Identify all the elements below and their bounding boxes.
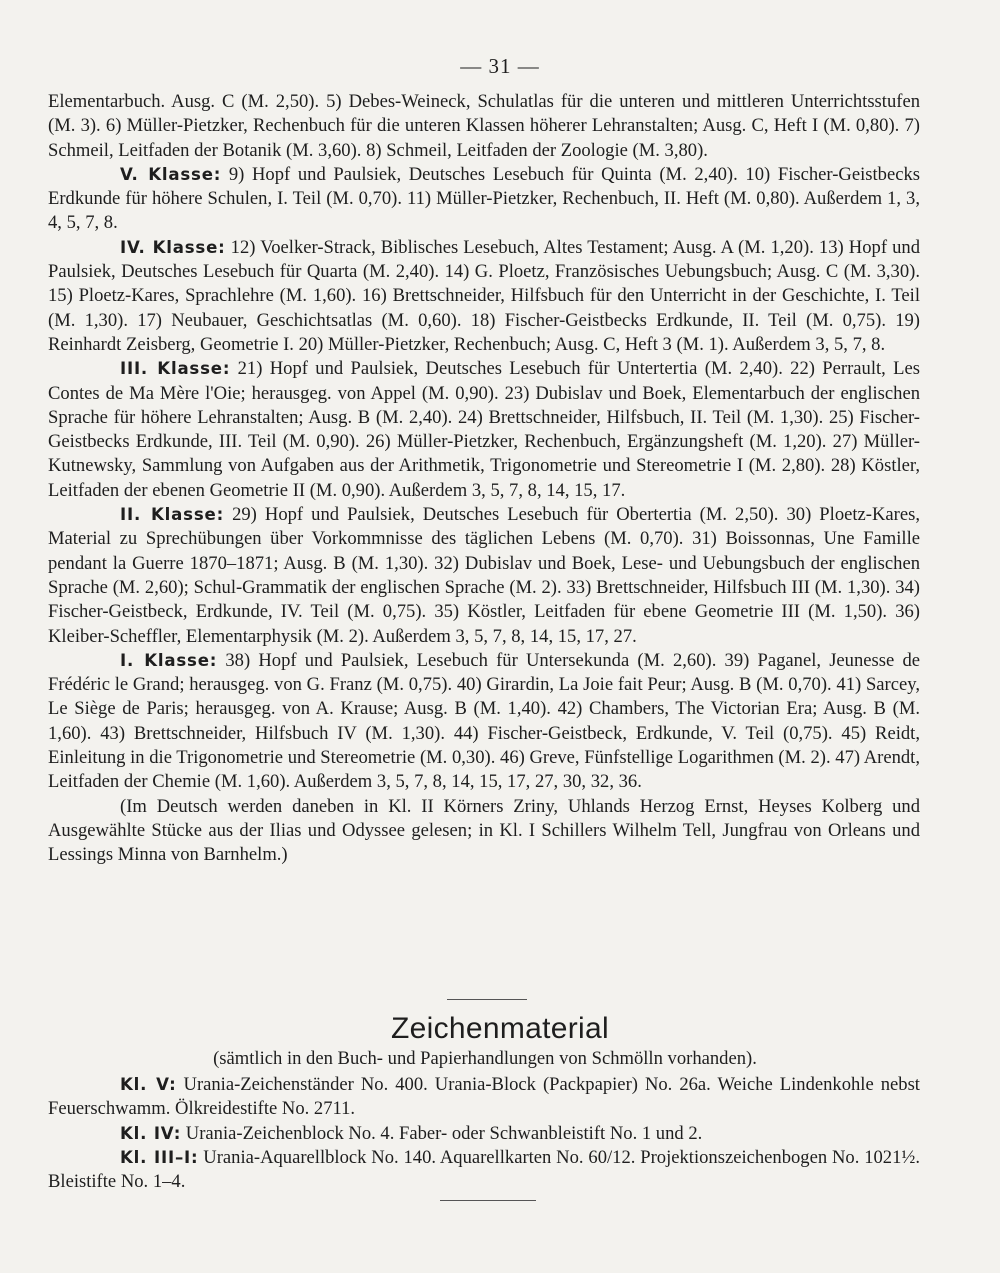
section-heading: V. Klasse: — [120, 164, 222, 184]
zeichenmaterial-title: Zeichenmaterial — [391, 1012, 609, 1045]
page-number: — 31 — — [460, 54, 540, 78]
zeichen-item-kl-v — [48, 1073, 920, 1122]
section-klasse-iv — [48, 236, 920, 357]
section-text: 38) Hopf und Paulsiek, Lesebuch für Untersekunda (M. 2,60). 39) Paganel, Jeunesse de Frédéric le Grand; herausgeg. von G. Franz (M. 0,75). 40) Girardin, La Joie fait Peur; Ausg. B (M. 0,70). 41) Sarcey, Le Siège de Paris; herausgeg. von A. Krause; Ausg. B (M. 1,40). 42) Chambers, The Victorian Era; Ausg. B (M. 1,60). 43) Brettschneider, Hilfsbuch IV (M. 1,30). 44) Fischer-Geistbeck, Erdkunde, V. Teil (0,75). 45) Reidt, Einleitung in die Trigonometrie und Stereometrie (M. 0,30). 46) Greve, Fünfstellige Logarithmen (M. 2). 47) Arendt, Leitfaden der Chemie (M. 1,60). Außerdem 3, 5, 7, 8, 14, 15, 17, 27, 30, 32, 36. — [48, 649, 920, 793]
zeichen-item-kl-iii-i — [48, 1146, 920, 1195]
zeichen-text: Urania-Zeichenblock No. 4. Faber- oder Schwanbleistift No. 1 und 2. — [185, 1122, 703, 1144]
section-heading: III. Klasse: — [120, 359, 231, 379]
zeichenmaterial-list — [48, 1073, 920, 1194]
book-list — [48, 90, 920, 868]
section-text: 9) Hopf und Paulsiek, Deutsches Lesebuch für Quinta (M. 2,40). 10) Fischer-Geistbecks Erdkunde für höhere Schulen, I. Teil (M. 0,70). 11) Müller-Pietzker, Rechenbuch, II. Heft (M. 0,80). Außerdem 1, 3, 4, 5, 7, 8. — [48, 163, 920, 234]
section-text: 29) Hopf und Paulsiek, Deutsches Lesebuch für Obertertia (M. 2,50). 30) Ploetz-Kares, Material zu Sprechübungen über Vorkommnisse des täglichen Lebens (M. 0,70). 31) Boissonnas, Une Famille pendant la Guerre 1870–1871; Ausg. B (M. 1,30). 32) Dubislav und Boek, Lese- und Uebungsbuch der englischen Sprache (M. 2,60); Schul-Grammatik der englischen Sprache (M. 2). 33) Brettschneider, Hilfsbuch III (M. 1,30). 34) Fischer-Geistbeck, Erdkunde, IV. Teil (M. 0,75). 35) Köstler, Leitfaden für ebene Geometrie III (M. 1,50). 36) Kleiber-Scheffler, Elementarphysik (M. 2). Außerdem 3, 5, 7, 8, 14, 15, 17, 27. — [48, 504, 920, 647]
intro-paragraph: Elementarbuch. Ausg. C (M. 2,50). 5) Debes-Weineck, Schulatlas für die unteren und mittleren Unterrichtsstufen (M. 3). 6) Müller-Pietzker, Rechenbuch für die unteren Klassen höherer Lehranstalten; Ausg. C, Heft I (M. 0,80). 7) Schmeil, Leitfaden der Botanik (M. 3,60). 8) Schmeil, Leitfaden der Zoologie (M. 3,80). — [48, 91, 920, 161]
section-heading: I. Klasse: — [120, 650, 218, 670]
section-heading: IV. Klasse: — [120, 237, 226, 257]
zeichen-text: Urania-Zeichenständer No. 400. Urania-Block (Packpapier) No. 26a. Weiche Lindenkohle nebst Feuerschwamm. Ölkreidestifte No. 2711. — [48, 1074, 920, 1120]
section-klasse-v — [48, 163, 920, 236]
section-klasse-ii — [48, 503, 920, 649]
zeichen-heading: Kl. IV: — [120, 1123, 182, 1143]
reading-note: (Im Deutsch werden daneben in Kl. II Körners Zriny, Uhlands Herzog Ernst, Heyses Kolberg und Ausgewählte Stücke aus der Ilias und Odyssee gelesen; in Kl. I Schillers Wilhelm Tell, Jungfrau von Orleans und Lessings Minna von Barnhelm.) — [48, 795, 920, 866]
zeichen-heading: Kl. V: — [120, 1075, 177, 1094]
section-text: 21) Hopf und Paulsiek, Deutsches Lesebuch für Untertertia (M. 2,40). 22) Perrault, Les Contes de Ma Mère l'Oie; herausgeg. von Appel (M. 0,90). 23) Dubislav und Boek, Elementarbuch der englischen Sprache für höhere Lehranstalten; Ausg. B (M. 2,40). 24) Brettschneider, Hilfsbuch, II. Teil (M. 1,30). 25) Fischer-Geistbecks Erdkunde, III. Teil (M. 0,90). 26) Müller-Pietzker, Rechenbuch, Ergänzungsheft (M. 1,20). 27) Müller-Kutnewsky, Sammlung von Aufgaben aus der Arithmetik, Trigonometrie und Stereometrie I (M. 2,80). 28) Köstler, Leitfaden der ebenen Geometrie II (M. 0,90). Außerdem 3, 5, 7, 8, 14, 15, 17. — [48, 358, 920, 501]
section-text: 12) Voelker-Strack, Biblisches Lesebuch, Altes Testament; Ausg. A (M. 1,20). 13) Hopf und Paulsiek, Deutsches Lesebuch für Quarta (M. 2,40). 14) G. Ploetz, Französisches Uebungsbuch; Ausg. C (M. 3,30). 15) Ploetz-Kares, Sprachlehre (M. 1,60). 16) Brettschneider, Hilfsbuch für den Unterricht in der Geschichte, I. Teil (M. 1,30). 17) Neubauer, Geschichtsatlas (M. 0,60). 18) Fischer-Geistbecks Erdkunde, II. Teil (M. 0,75). 19) Reinhardt Zeisberg, Geometrie I. 20) Müller-Pietzker, Rechenbuch; Ausg. C, Heft 3 (M. 1). Außerdem 3, 5, 7, 8. — [48, 236, 920, 355]
section-klasse-i — [48, 649, 920, 795]
section-klasse-iii — [48, 357, 920, 503]
zeichen-text: Urania-Aquarellblock No. 140. Aquarellkarten No. 60/12. Projektionszeichenbogen No. 1021½. Bleistifte No. 1–4. — [48, 1146, 920, 1193]
divider — [447, 999, 527, 1000]
divider — [440, 1200, 536, 1201]
zeichenmaterial-subtitle: (sämtlich in den Buch- und Papierhandlungen von Schmölln vorhanden). — [213, 1048, 757, 1069]
zeichen-heading: Kl. III–I: — [120, 1147, 199, 1167]
section-heading: II. Klasse: — [120, 505, 225, 525]
zeichen-item-kl-iv — [48, 1122, 920, 1146]
